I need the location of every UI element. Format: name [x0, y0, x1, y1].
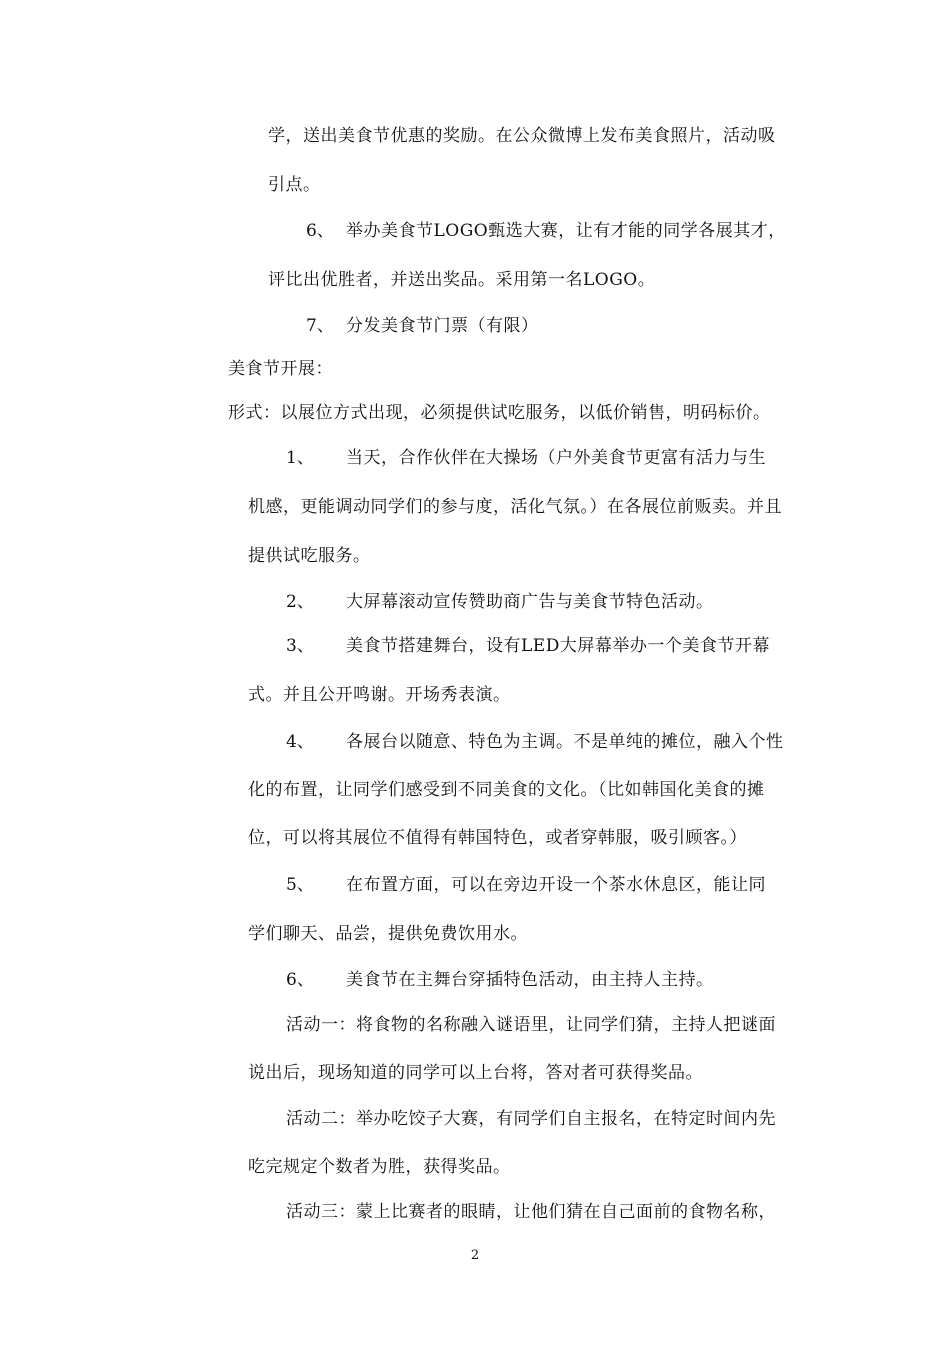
text-line: 化的布置，让同学们感受到不同美食的文化。（比如韩国化美食的摊: [248, 780, 765, 800]
text-line: 大屏幕滚动宣传赞助商广告与美食节特色活动。: [346, 592, 714, 612]
text-line: 评比出优胜者，并送出奖品。采用第一名LOGO。: [268, 270, 656, 290]
text-line: 提供试吃服务。: [248, 546, 371, 566]
list-number: 1、: [286, 448, 314, 468]
list-number: 5、: [286, 875, 314, 895]
text-line: 当天，合作伙伴在大操场（户外美食节更富有活力与生: [346, 448, 766, 468]
section-heading: 美食节开展：: [228, 359, 333, 379]
list-number: 6、: [286, 970, 314, 990]
list-number: 3、: [286, 636, 314, 656]
text-line: 机感，更能调动同学们的参与度，活化气氛。）在各展位前贩卖。并且: [248, 497, 782, 517]
list-number: 7、: [306, 316, 334, 336]
list-number: 4、: [286, 732, 314, 752]
text-line: 分发美食节门票（有限）: [346, 316, 539, 336]
text-line: 位，可以将其展位不值得有韩国特色，或者穿韩服，吸引顾客。）: [248, 828, 747, 848]
text-line: 吃完规定个数者为胜，获得奖品。: [248, 1157, 511, 1177]
text-line: 式。并且公开鸣谢。开场秀表演。: [248, 685, 511, 705]
page-number: 2: [470, 1248, 480, 1263]
text-line: 举办美食节LOGO甄选大赛，让有才能的同学各展其才，: [346, 221, 786, 241]
text-line: 各展台以随意、特色为主调。不是单纯的摊位，融入个性: [346, 732, 784, 752]
text-line: 学，送出美食节优惠的奖励。在公众微博上发布美食照片，活动吸: [268, 126, 776, 146]
list-number: 6、: [306, 221, 334, 241]
text-line: 美食节在主舞台穿插特色活动，由主持人主持。: [346, 970, 714, 990]
text-line: 说出后，现场知道的同学可以上台将，答对者可获得奖品。: [248, 1063, 703, 1083]
text-line: 活动二：举办吃饺子大赛，有同学们自主报名，在特定时间内先: [286, 1109, 776, 1129]
text-line: 活动三：蒙上比赛者的眼睛，让他们猜在自己面前的食物名称，: [286, 1202, 776, 1222]
text-line: 引点。: [268, 175, 321, 195]
text-line: 美食节搭建舞台，设有LED大屏幕举办一个美食节开幕: [346, 636, 770, 656]
list-number: 2、: [286, 592, 314, 612]
text-line: 学们聊天、品尝，提供免费饮用水。: [248, 924, 528, 944]
text-line: 在布置方面，可以在旁边开设一个茶水休息区，能让同: [346, 875, 766, 895]
text-line: 活动一：将食物的名称融入谜语里，让同学们猜，主持人把谜面: [286, 1015, 776, 1035]
text-line: 形式：以展位方式出现，必须提供试吃服务，以低价销售，明码标价。: [228, 403, 771, 423]
